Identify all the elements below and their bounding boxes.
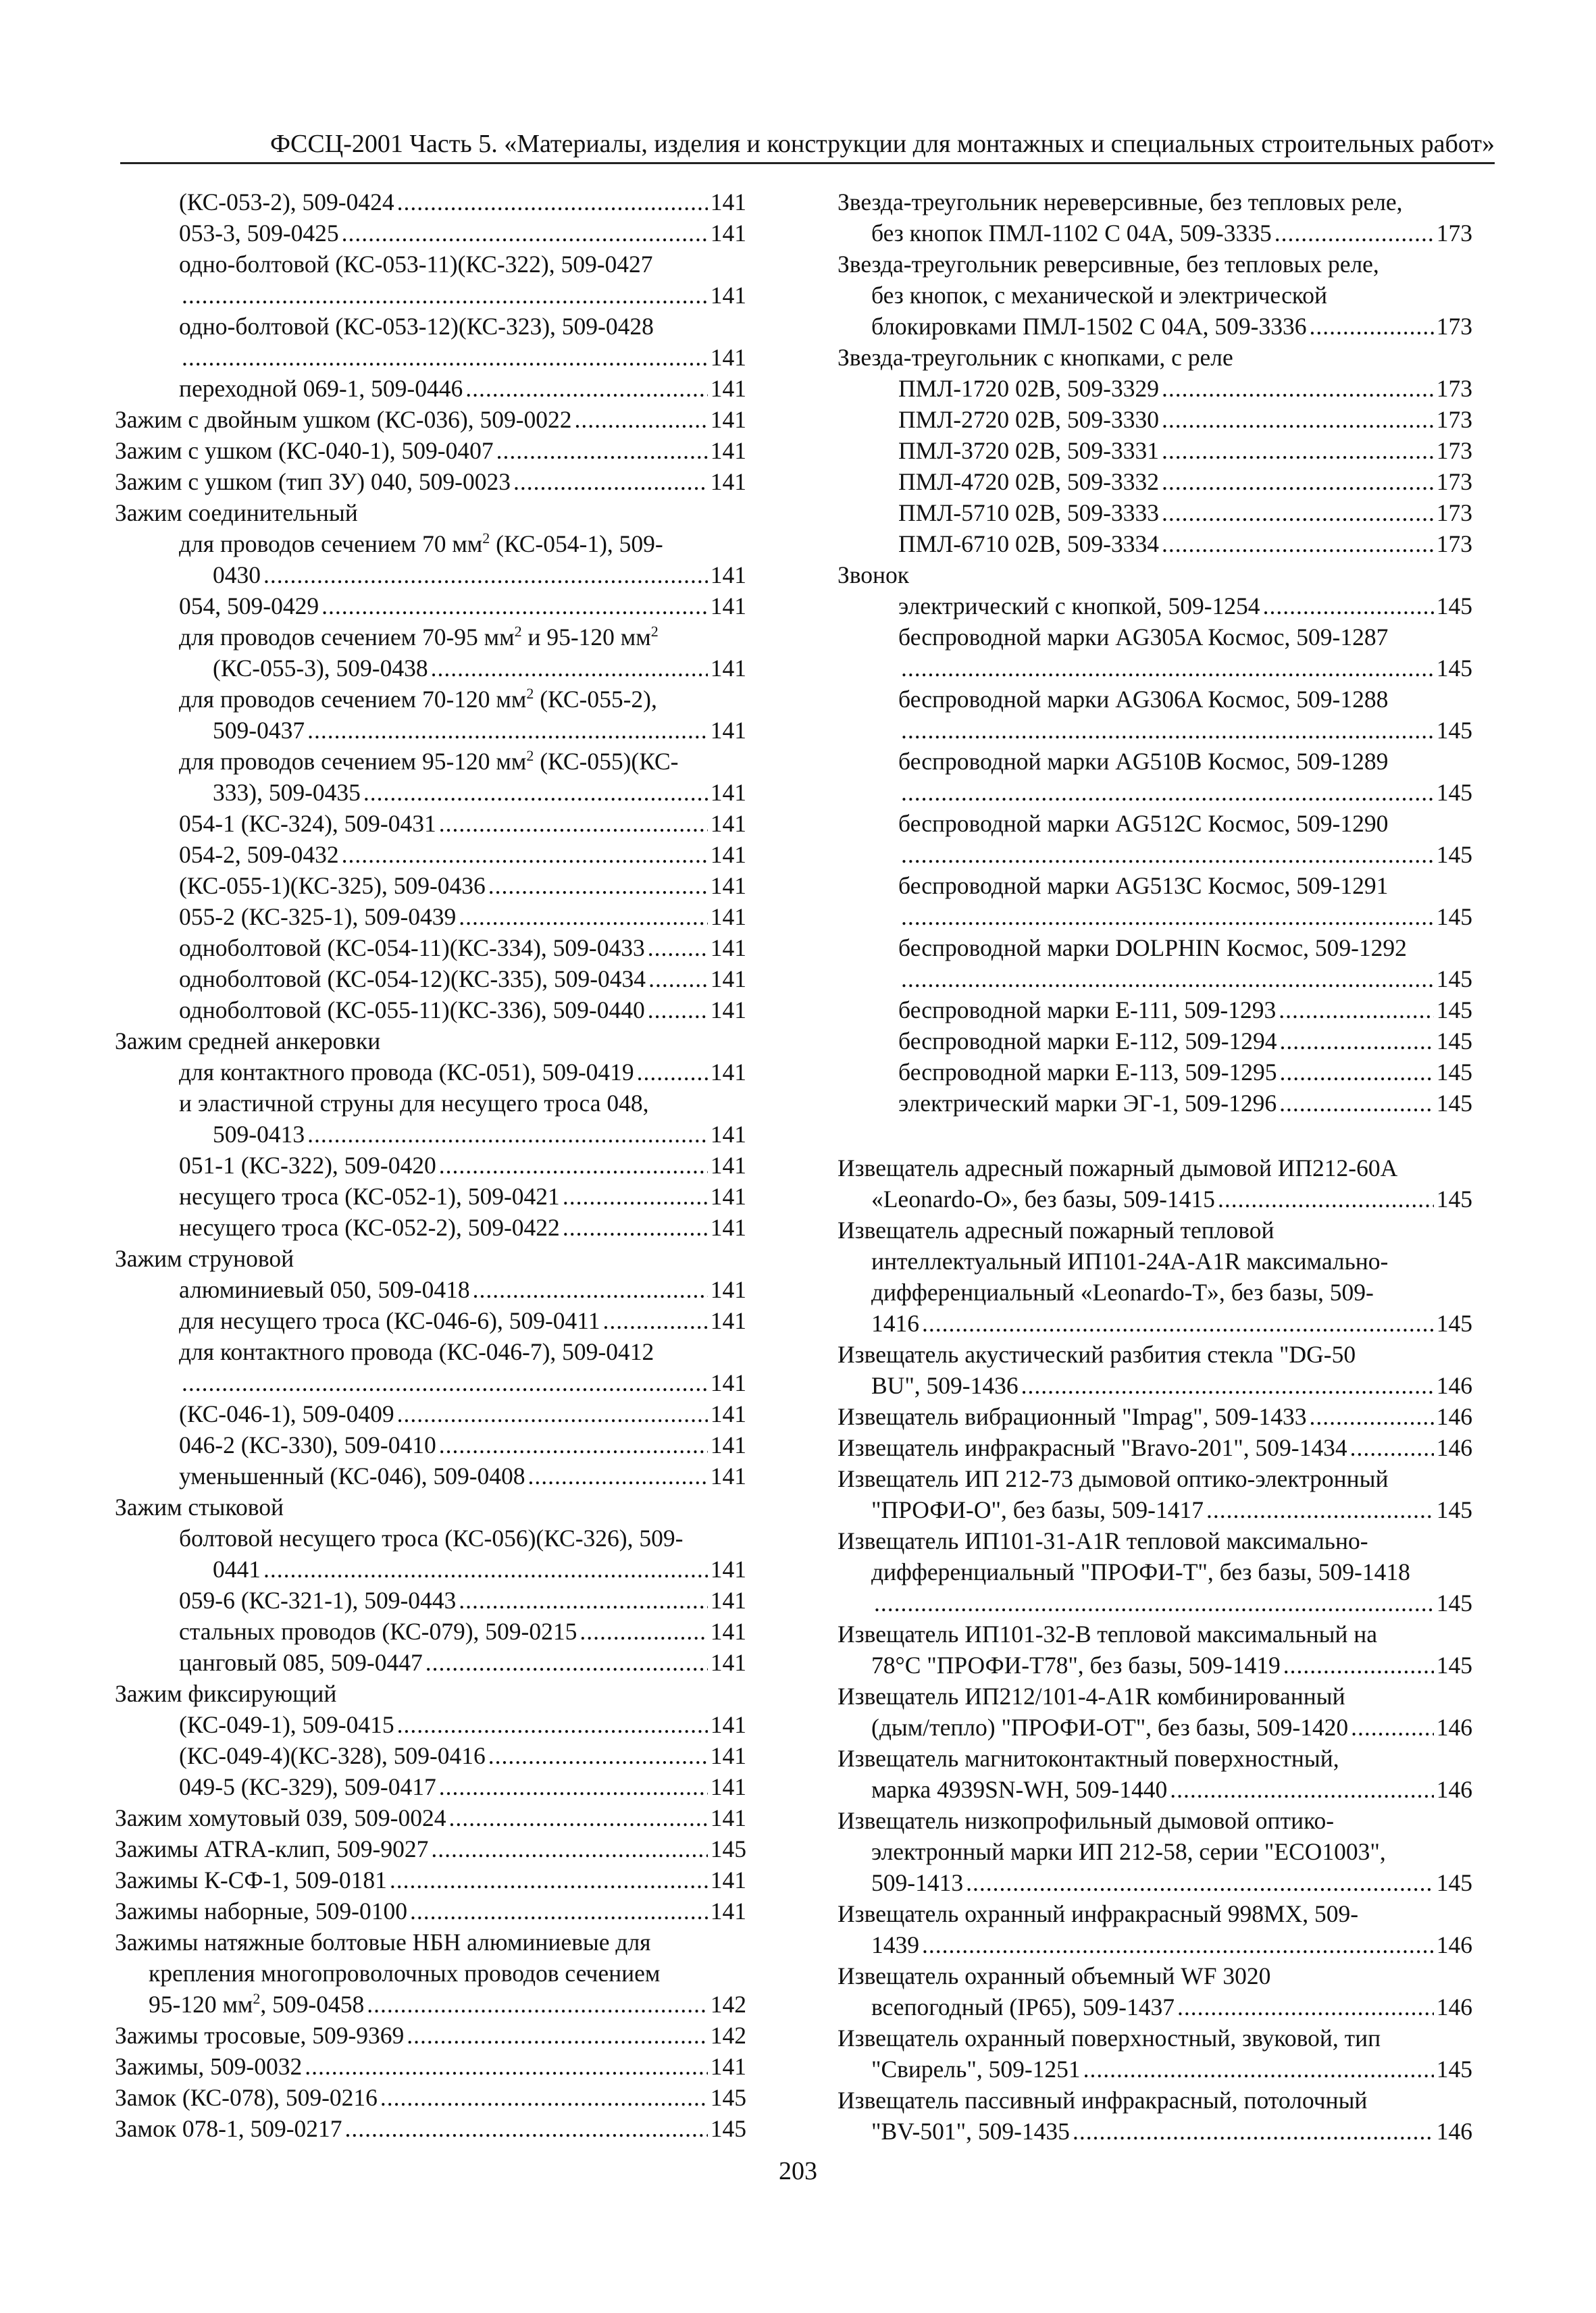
index-entry xyxy=(838,1867,1472,1898)
entry-page: 141 xyxy=(710,810,746,837)
entry-text: "BV-501", 509-1435 xyxy=(871,2118,1070,2145)
entry-page: 141 xyxy=(710,996,746,1023)
entry-page: 142 xyxy=(710,2022,746,2049)
entry-text: Звезда-треугольник реверсивные, без тепловых реле, xyxy=(838,251,1379,278)
entry-text: 333), 509-0435 xyxy=(213,779,361,806)
entry-text: одноболтовой (КС-055-11)(КС-336), 509-0440 xyxy=(179,996,645,1023)
entry-page: 141 xyxy=(710,965,746,992)
entry-text: несущего троса (КС-052-2), 509-0422 xyxy=(179,1214,560,1241)
entry-page: 141 xyxy=(710,282,746,309)
entry-text: 0430 xyxy=(213,561,261,588)
entry-text: 1416 xyxy=(871,1310,919,1337)
entry-page: 141 xyxy=(710,934,746,961)
entry-text: Извещатель магнитоконтактный поверхностный, xyxy=(838,1745,1339,1772)
entry-page: 145 xyxy=(1436,1496,1472,1523)
entry-text: 0441 xyxy=(213,1556,261,1583)
index-entry xyxy=(115,715,746,746)
entry-text: 051-1 (КС-322), 509-0420 xyxy=(179,1152,436,1179)
entry-page: 141 xyxy=(710,561,746,588)
index-entry xyxy=(838,1587,1472,1619)
entry-page: 145 xyxy=(1436,1310,1472,1337)
entry-text: 049-5 (КС-329), 509-0417 xyxy=(179,1773,436,1800)
entry-text: Извещатель инфракрасный "Bravo-201", 509-1434 xyxy=(838,1434,1347,1461)
index-entry xyxy=(838,963,1472,994)
entry-text: 509-0437 xyxy=(213,717,305,744)
index-entry xyxy=(115,1212,746,1243)
index-entry xyxy=(115,1709,746,1740)
entry-page: 145 xyxy=(710,2115,746,2142)
entry-text: беспроводной марки AG305A Космос, 509-1287 xyxy=(898,624,1389,651)
entry-page: 145 xyxy=(710,1835,746,1862)
entry-text: переходной 069-1, 509-0446 xyxy=(179,375,463,402)
entry-page: 141 xyxy=(710,841,746,868)
index-entry xyxy=(838,653,1472,684)
entry-page: 145 xyxy=(1436,655,1472,682)
entry-page: 145 xyxy=(1436,965,1472,992)
index-entry xyxy=(115,1802,746,1833)
entry-text: Зажим хомутовый 039, 509-0024 xyxy=(115,1804,446,1831)
entry-text: дифференциальный "ПРОФИ-Т", без базы, 509-1418 xyxy=(871,1558,1410,1585)
index-entry xyxy=(838,1057,1472,1088)
entry-page: 141 xyxy=(710,872,746,899)
entry-text: 055-2 (КС-325-1), 509-0439 xyxy=(179,903,457,930)
entry-page: 141 xyxy=(710,1400,746,1427)
entry-text: Извещатель ИП101-31-А1R тепловой максимально- xyxy=(838,1527,1368,1554)
entry-page: 141 xyxy=(710,1618,746,1645)
index-entry xyxy=(115,1989,746,2020)
entry-text: крепления многопроволочных проводов сечением xyxy=(149,1960,661,1987)
index-entry xyxy=(115,1429,746,1460)
entry-page: 141 xyxy=(710,1276,746,1303)
entry-text: 054, 509-0429 xyxy=(179,592,319,619)
index-entry xyxy=(115,1616,746,1647)
entry-page: 141 xyxy=(710,1152,746,1179)
entry-text: (КС-053-2), 509-0424 xyxy=(179,188,394,215)
entry-page: 141 xyxy=(710,1463,746,1490)
entry-text: Зажимы наборные, 509-0100 xyxy=(115,1898,408,1925)
index-heading: Зажим стыковой xyxy=(115,1494,284,1521)
entry-text: одноболтовой (КС-054-12)(КС-335), 509-0434 xyxy=(179,965,646,992)
entry-text: 95-120 $мм^2$, 509-0458 xyxy=(149,1990,365,2018)
index-entry xyxy=(838,590,1472,621)
entry-text: без кнопок, с механической и электрической xyxy=(871,282,1328,309)
entry-page: 146 xyxy=(1436,1434,1472,1461)
entry-page: 141 xyxy=(710,1649,746,1676)
entry-page: 173 xyxy=(1436,220,1472,247)
index-entry xyxy=(838,994,1472,1025)
entry-text: "ПРОФИ-О", без базы, 509-1417 xyxy=(871,1496,1204,1523)
index-entry xyxy=(115,1460,746,1492)
index-column-right xyxy=(838,186,1472,2147)
index-entry xyxy=(838,373,1472,404)
entry-page: 146 xyxy=(1436,1931,1472,1958)
index-entry xyxy=(115,2051,746,2082)
index-entry xyxy=(838,1774,1472,1805)
entry-text: ПМЛ-3720 02В, 509-3331 xyxy=(898,437,1159,464)
entry-text: интеллектуальный ИП101-24А-А1R максимально- xyxy=(871,1248,1389,1275)
index-entry xyxy=(115,1181,746,1212)
index-entry xyxy=(115,186,746,218)
entry-text: беспроводной марки Е-111, 509-1293 xyxy=(898,996,1277,1023)
entry-page: 141 xyxy=(710,1431,746,1458)
index-entry xyxy=(115,2082,746,2113)
entry-page: 141 xyxy=(710,188,746,215)
index-entry xyxy=(115,1305,746,1336)
entry-text: Звезда-треугольник с кнопками, с реле xyxy=(838,344,1233,371)
entry-page: 145 xyxy=(1436,841,1472,868)
index-entry xyxy=(115,1398,746,1429)
entry-text: Зажимы АТRА-клип, 509-9027 xyxy=(115,1835,429,1862)
entry-text: "Свирель", 509-1251 xyxy=(871,2056,1081,2083)
entry-text: BU", 509-1436 xyxy=(871,1372,1019,1399)
entry-text: без кнопок ПМЛ-1102 С 04А, 509-3335 xyxy=(871,220,1272,247)
entry-page: 145 xyxy=(1436,592,1472,619)
entry-page: 173 xyxy=(1436,499,1472,526)
index-entry xyxy=(115,1833,746,1864)
index-entry xyxy=(115,963,746,994)
index-entry xyxy=(838,2116,1472,2147)
entry-text: уменьшенный (КС-046), 509-0408 xyxy=(179,1463,525,1490)
entry-page: 173 xyxy=(1436,406,1472,433)
index-entry xyxy=(115,2113,746,2144)
entry-text: Извещатель адресный пожарный тепловой xyxy=(838,1217,1275,1244)
index-entry xyxy=(115,1367,746,1398)
entry-text: электрический марки ЭГ-1, 509-1296 xyxy=(898,1090,1277,1117)
entry-text: Извещатель ИП 212-73 дымовой оптико-электронный xyxy=(838,1465,1389,1492)
index-entry xyxy=(115,590,746,621)
index-entry xyxy=(838,715,1472,746)
entry-page: 141 xyxy=(710,717,746,744)
entry-page: 146 xyxy=(1436,1714,1472,1741)
entry-text: беспроводной марки DOLPHIN Космос, 509-1292 xyxy=(898,934,1407,961)
index-entry xyxy=(115,653,746,684)
entry-text: Зажимы К-СФ-1, 509-0181 xyxy=(115,1866,387,1893)
entry-page: 141 xyxy=(710,1307,746,1334)
entry-page: 141 xyxy=(710,406,746,433)
entry-page: 145 xyxy=(1436,1090,1472,1117)
entry-page: 141 xyxy=(710,779,746,806)
entry-text: беспроводной марки AG512C Космос, 509-1290 xyxy=(898,810,1389,837)
entry-page: 145 xyxy=(1436,996,1472,1023)
index-entry xyxy=(838,1025,1472,1057)
entry-page: 145 xyxy=(1436,1186,1472,1213)
entry-text: (КС-049-1), 509-0415 xyxy=(179,1711,394,1738)
index-entry xyxy=(838,1308,1472,1339)
entry-text: Извещатель ИП212/101-4-А1R комбинированный xyxy=(838,1683,1345,1710)
entry-text: и эластичной струны для несущего троса 048, xyxy=(179,1090,649,1117)
index-entry xyxy=(838,2054,1472,2085)
index-entry xyxy=(115,1274,746,1305)
entry-page: 141 xyxy=(710,1773,746,1800)
entry-text: ПМЛ-4720 02В, 509-3332 xyxy=(898,468,1159,495)
entry-text: стальных проводов (КС-079), 509-0215 xyxy=(179,1618,577,1645)
entry-text: Зажим с ушком (тип ЗУ) 040, 509-0023 xyxy=(115,468,511,495)
entry-page: 145 xyxy=(710,2084,746,2111)
index-entry xyxy=(115,1585,746,1616)
entry-text: для проводов сечением 70 $мм^2$ (КС-054-1), 509- xyxy=(179,530,663,557)
entry-page: 173 xyxy=(1436,468,1472,495)
index-entry xyxy=(115,1150,746,1181)
entry-text: для проводов сечением 70-95 $мм^2$ и 95-120 $мм^2$ xyxy=(179,623,659,651)
index-entry xyxy=(115,559,746,590)
index-entry xyxy=(838,1650,1472,1681)
entry-text: алюминиевый 050, 509-0418 xyxy=(179,1276,470,1303)
index-entry xyxy=(838,1088,1472,1119)
entry-text: «Leonardo-O», без базы, 509-1415 xyxy=(871,1186,1215,1213)
page-header: ФССЦ-2001 Часть 5. «Материалы, изделия и конструкции для монтажных и специальных строительных работ» xyxy=(120,128,1495,164)
entry-page: 141 xyxy=(710,655,746,682)
entry-text: блокировками ПМЛ-1502 С 04А, 509-3336 xyxy=(871,313,1307,340)
index-entry xyxy=(838,1712,1472,1743)
entry-text: (КС-049-4)(КС-328), 509-0416 xyxy=(179,1742,486,1769)
entry-page: 141 xyxy=(710,437,746,464)
index-entry xyxy=(115,901,746,932)
index-entry xyxy=(838,1184,1472,1215)
entry-page: 141 xyxy=(710,1369,746,1396)
entry-page: 146 xyxy=(1436,2118,1472,2145)
entry-text: Зажимы тросовые, 509-9369 xyxy=(115,2022,405,2049)
entry-text: Замок (КС-078), 509-0216 xyxy=(115,2084,378,2111)
index-heading: Звонок xyxy=(838,561,910,588)
entry-page: 145 xyxy=(1436,1590,1472,1617)
index-entry xyxy=(838,311,1472,342)
entry-text: Извещатель акустический разбития стекла "DG-50 xyxy=(838,1341,1356,1368)
entry-text: Извещатель вибрационный "Impag", 509-1433 xyxy=(838,1403,1307,1430)
entry-page: 141 xyxy=(710,592,746,619)
entry-page: 141 xyxy=(710,2053,746,2080)
entry-text: дифференциальный «Leonardo-T», без базы, 509- xyxy=(871,1279,1374,1306)
entry-text: ПМЛ-1720 02В, 509-3329 xyxy=(898,375,1159,402)
entry-page: 141 xyxy=(710,1121,746,1148)
entry-page: 145 xyxy=(1436,2056,1472,2083)
entry-text: для проводов сечением 95-120 $мм^2$ (КС-055)(КС- xyxy=(179,747,679,775)
entry-text: беспроводной марки Е-112, 509-1294 xyxy=(898,1027,1277,1054)
entry-text: всепогодный (IP65), 509-1437 xyxy=(871,1993,1175,2020)
index-entry xyxy=(115,839,746,870)
entry-text: (КС-055-3), 509-0438 xyxy=(213,655,428,682)
entry-text: (КС-046-1), 509-0409 xyxy=(179,1400,394,1427)
entry-text: 053-3, 509-0425 xyxy=(179,220,339,247)
entry-page: 141 xyxy=(710,375,746,402)
entry-text: Извещатель пассивный инфракрасный, потолочный xyxy=(838,2087,1368,2114)
entry-text: для контактного провода (КС-046-7), 509-0412 xyxy=(179,1338,654,1365)
index-entry xyxy=(115,280,746,311)
entry-text: Извещатель низкопрофильный дымовой оптико- xyxy=(838,1807,1335,1834)
index-entry xyxy=(115,870,746,901)
entry-text: марка 4939SN-WH, 509-1440 xyxy=(871,1776,1168,1803)
entry-text: электрический с кнопкой, 509-1254 xyxy=(898,592,1260,619)
entry-page: 145 xyxy=(1436,779,1472,806)
entry-page: 141 xyxy=(710,1866,746,1893)
index-entry xyxy=(838,839,1472,870)
entry-text: 509-0413 xyxy=(213,1121,305,1148)
entry-page: 146 xyxy=(1436,1993,1472,2020)
entry-text: (КС-055-1)(КС-325), 509-0436 xyxy=(179,872,486,899)
entry-text: 054-2, 509-0432 xyxy=(179,841,339,868)
entry-text: цанговый 085, 509-0447 xyxy=(179,1649,423,1676)
entry-page: 173 xyxy=(1436,437,1472,464)
entry-text: Извещатель охранный поверхностный, звуковой, тип xyxy=(838,2025,1381,2052)
entry-text: Замок 078-1, 509-0217 xyxy=(115,2115,342,2142)
index-entry xyxy=(115,777,746,808)
entry-text: Зажим с двойным ушком (КС-036), 509-0022 xyxy=(115,406,572,433)
index-entry xyxy=(838,1401,1472,1432)
entry-page: 145 xyxy=(1436,1059,1472,1086)
entry-text: беспроводной марки AG306A Космос, 509-1288 xyxy=(898,686,1389,713)
index-entry xyxy=(838,466,1472,497)
index-entry xyxy=(115,994,746,1025)
index-entry xyxy=(838,435,1472,466)
entry-page: 146 xyxy=(1436,1372,1472,1399)
entry-page: 141 xyxy=(710,1059,746,1086)
entry-text: (дым/тепло) "ПРОФИ-ОТ", без базы, 509-1420 xyxy=(871,1714,1349,1741)
index-entry xyxy=(115,435,746,466)
entry-text: Зажимы, 509-0032 xyxy=(115,2053,303,2080)
entry-page: 145 xyxy=(1436,1027,1472,1054)
entry-page: 173 xyxy=(1436,313,1472,340)
entry-text: болтовой несущего троса (КС-056)(КС-326), 509- xyxy=(179,1525,684,1552)
entry-text: Звезда-треугольник нереверсивные, без тепловых реле, xyxy=(838,188,1403,215)
entry-page: 141 xyxy=(710,1587,746,1614)
index-entry xyxy=(115,342,746,373)
index-column-left xyxy=(115,186,746,2144)
entry-text: Зажим с ушком (КС-040-1), 509-0407 xyxy=(115,437,494,464)
index-entry xyxy=(115,1896,746,1927)
index-entry xyxy=(115,932,746,963)
entry-page: 173 xyxy=(1436,375,1472,402)
entry-text: 1439 xyxy=(871,1931,919,1958)
index-entry xyxy=(838,497,1472,528)
entry-text: ПМЛ-5710 02В, 509-3333 xyxy=(898,499,1159,526)
entry-page: 141 xyxy=(710,1804,746,1831)
entry-page: 141 xyxy=(710,1183,746,1210)
index-entry xyxy=(838,1432,1472,1463)
entry-page: 141 xyxy=(710,1556,746,1583)
entry-text: одно-болтовой (КС-053-12)(КС-323), 509-0428 xyxy=(179,313,654,340)
index-entry xyxy=(115,466,746,497)
index-entry xyxy=(115,1057,746,1088)
index-entry xyxy=(115,218,746,249)
page-number: 203 xyxy=(779,2157,817,2185)
index-entry xyxy=(838,777,1472,808)
index-entry xyxy=(115,373,746,404)
index-entry xyxy=(115,2020,746,2051)
entry-page: 141 xyxy=(710,1898,746,1925)
index-entry xyxy=(115,404,746,435)
index-entry xyxy=(838,218,1472,249)
entry-text: беспроводной марки AG513C Космос, 509-1291 xyxy=(898,872,1389,899)
entry-text: Извещатель охранный инфракрасный 998МХ, 509- xyxy=(838,1900,1359,1927)
entry-page: 141 xyxy=(710,468,746,495)
index-entry xyxy=(115,808,746,839)
entry-page: 145 xyxy=(1436,1652,1472,1679)
entry-text: одно-болтовой (КС-053-11)(КС-322), 509-0427 xyxy=(179,251,653,278)
entry-text: 509-1413 xyxy=(871,1869,964,1896)
entry-page: 141 xyxy=(710,903,746,930)
index-entry xyxy=(838,1991,1472,2023)
entry-text: ПМЛ-2720 02В, 509-3330 xyxy=(898,406,1159,433)
entry-page: 141 xyxy=(710,220,746,247)
entry-text: беспроводной марки AG510B Космос, 509-1289 xyxy=(898,748,1389,775)
index-entry xyxy=(838,1929,1472,1960)
entry-text: Извещатель ИП101-32-В тепловой максимальный на xyxy=(838,1621,1378,1648)
entry-page: 145 xyxy=(1436,717,1472,744)
entry-text: Извещатель адресный пожарный дымовой ИП212-60А xyxy=(838,1154,1398,1181)
entry-page: 142 xyxy=(710,1991,746,2018)
entry-page: 141 xyxy=(710,1214,746,1241)
entry-text: 054-1 (КС-324), 509-0431 xyxy=(179,810,436,837)
index-entry xyxy=(115,1647,746,1678)
entry-text: Зажимы натяжные болтовые НБН алюминиевые для xyxy=(115,1929,651,1956)
index-heading: Зажим струновой xyxy=(115,1245,294,1272)
entry-page: 145 xyxy=(1436,903,1472,930)
entry-page: 141 xyxy=(710,1711,746,1738)
index-entry xyxy=(838,1494,1472,1525)
index-entry xyxy=(115,1740,746,1771)
entry-page: 146 xyxy=(1436,1403,1472,1430)
entry-text: одноболтовой (КС-054-11)(КС-334), 509-0433 xyxy=(179,934,645,961)
index-entry xyxy=(115,1554,746,1585)
index-heading: Зажим фиксирующий xyxy=(115,1680,337,1707)
entry-text: для несущего троса (КС-046-6), 509-0411 xyxy=(179,1307,600,1334)
index-entry xyxy=(115,1864,746,1896)
entry-text: 046-2 (КС-330), 509-0410 xyxy=(179,1431,436,1458)
index-heading: Зажим средней анкеровки xyxy=(115,1027,381,1054)
entry-text: электронный марки ИП 212-58, серии "ECO1003", xyxy=(871,1838,1386,1865)
entry-text: для контактного провода (КС-051), 509-0419 xyxy=(179,1059,634,1086)
entry-text: 059-6 (КС-321-1), 509-0443 xyxy=(179,1587,457,1614)
entry-page: 141 xyxy=(710,344,746,371)
entry-text: Извещатель охранный объемный WF 3020 xyxy=(838,1962,1271,1989)
entry-text: 78°С "ПРОФИ-Т78", без базы, 509-1419 xyxy=(871,1652,1281,1679)
entry-text: ПМЛ-6710 02В, 509-3334 xyxy=(898,530,1159,557)
entry-page: 145 xyxy=(1436,1869,1472,1896)
entry-text: для проводов сечением 70-120 $мм^2$ (КС-055-2), xyxy=(179,685,657,713)
entry-page: 146 xyxy=(1436,1776,1472,1803)
index-entry xyxy=(838,528,1472,559)
index-entry xyxy=(838,404,1472,435)
index-heading: Зажим соединительный xyxy=(115,499,358,526)
entry-page: 141 xyxy=(710,1742,746,1769)
entry-text: несущего троса (КС-052-1), 509-0421 xyxy=(179,1183,560,1210)
index-entry xyxy=(838,1370,1472,1401)
entry-page: 173 xyxy=(1436,530,1472,557)
index-entry xyxy=(115,1119,746,1150)
entry-text: беспроводной марки Е-113, 509-1295 xyxy=(898,1059,1277,1086)
index-entry xyxy=(838,901,1472,932)
index-entry xyxy=(115,1771,746,1802)
